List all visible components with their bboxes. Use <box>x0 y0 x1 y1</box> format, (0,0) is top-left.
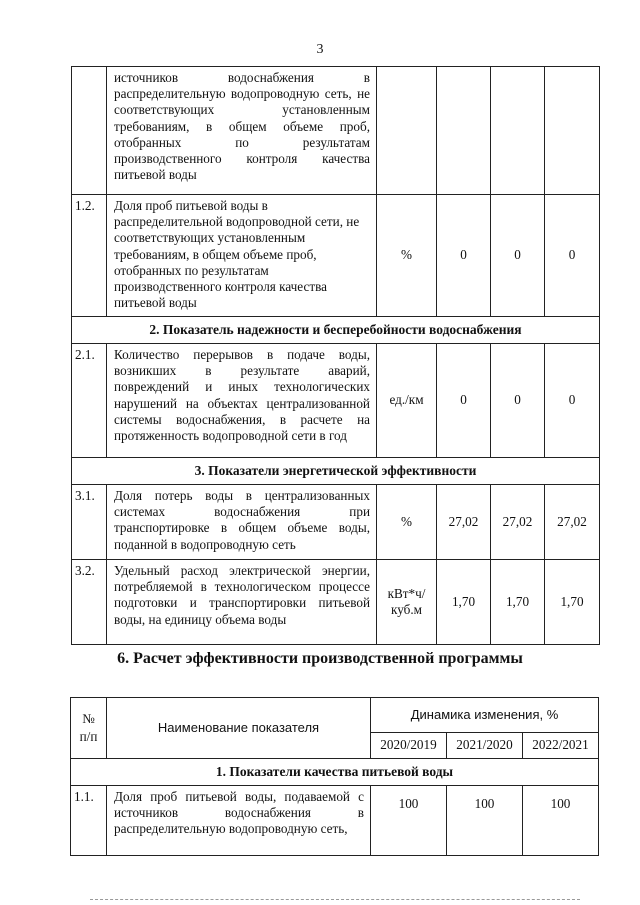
row-description: Удельный расход электрической энергии, потребляемой в технологическом процессе подготовки и транспортировки питьевой воды, на единицу объема воды <box>107 560 377 645</box>
table-row <box>72 344 600 458</box>
row-unit: % <box>377 485 437 560</box>
section-row <box>72 458 600 485</box>
table-row <box>72 195 600 317</box>
header-period: 2020/2019 <box>371 733 447 759</box>
header-period: 2021/2020 <box>447 733 523 759</box>
row-number: 3.1. <box>72 485 107 560</box>
row-value: 0 <box>545 344 600 458</box>
row-number: 1.1. <box>71 786 107 856</box>
header-num: № п/п <box>71 698 107 759</box>
section-row <box>72 317 600 344</box>
section-title: 2. Показатель надежности и бесперебойности водоснабжения <box>72 317 600 344</box>
page-number: 3 <box>316 42 324 57</box>
table-row <box>72 67 600 195</box>
scan-artifact <box>90 899 580 902</box>
row-description: Доля проб питьевой воды в распределительной водопроводной сети, не соответствующих установленным требованиям, в общем объеме проб, отобранных по результатам производственного контроля качества питьевой воды <box>107 195 377 317</box>
section-title: 1. Показатели качества питьевой воды <box>71 759 599 786</box>
row-value <box>545 67 600 195</box>
row-value: 0 <box>545 195 600 317</box>
row-value: 1,70 <box>491 560 545 645</box>
row-value: 1,70 <box>545 560 600 645</box>
row-value: 100 <box>447 786 523 856</box>
row-number: 2.1. <box>72 344 107 458</box>
row-unit: кВт*ч/ куб.м <box>377 560 437 645</box>
row-value: 0 <box>437 195 491 317</box>
indicators-table <box>71 66 600 645</box>
row-value: 0 <box>437 344 491 458</box>
header-name: Наименование показателя <box>107 698 371 759</box>
row-number: 1.2. <box>72 195 107 317</box>
section-title: 3. Показатели энергетической эффективности <box>72 458 600 485</box>
row-value <box>491 67 545 195</box>
row-value: 27,02 <box>491 485 545 560</box>
header-dynamics: Динамика изменения, % <box>371 698 599 733</box>
header-period: 2022/2021 <box>523 733 599 759</box>
row-description: Количество перерывов в подаче воды, возникших в результате аварий, повреждений и иных технологических нарушений на объектах централизованной системы водоснабжения, в расчете на протяженность водопроводной сети в год <box>107 344 377 458</box>
row-value: 0 <box>491 195 545 317</box>
row-number <box>72 67 107 195</box>
row-unit: % <box>377 195 437 317</box>
row-number: 3.2. <box>72 560 107 645</box>
row-unit: ед./км <box>377 344 437 458</box>
table-row <box>72 560 600 645</box>
row-value: 100 <box>523 786 599 856</box>
table-row <box>72 485 600 560</box>
row-description: Доля потерь воды в централизованных системах водоснабжения при транспортировке в общем объеме воды, поданной в водопроводную сеть <box>107 485 377 560</box>
row-description: Доля проб питьевой воды, подаваемой с источников водоснабжения в распределительную водопроводную сеть, <box>107 786 371 856</box>
row-value: 0 <box>491 344 545 458</box>
row-value: 27,02 <box>545 485 600 560</box>
row-value: 1,70 <box>437 560 491 645</box>
row-value <box>437 67 491 195</box>
row-value: 100 <box>371 786 447 856</box>
efficiency-table <box>70 697 599 856</box>
row-unit <box>377 67 437 195</box>
section-heading: 6. Расчет эффективности производственной программы <box>117 650 523 667</box>
row-description: источников водоснабжения в распределительную водопроводную сеть, не соответствующих установленным требованиям, в общем объеме проб, отобранных по результатам производственного контроля качества питьевой воды <box>107 67 377 195</box>
row-value: 27,02 <box>437 485 491 560</box>
